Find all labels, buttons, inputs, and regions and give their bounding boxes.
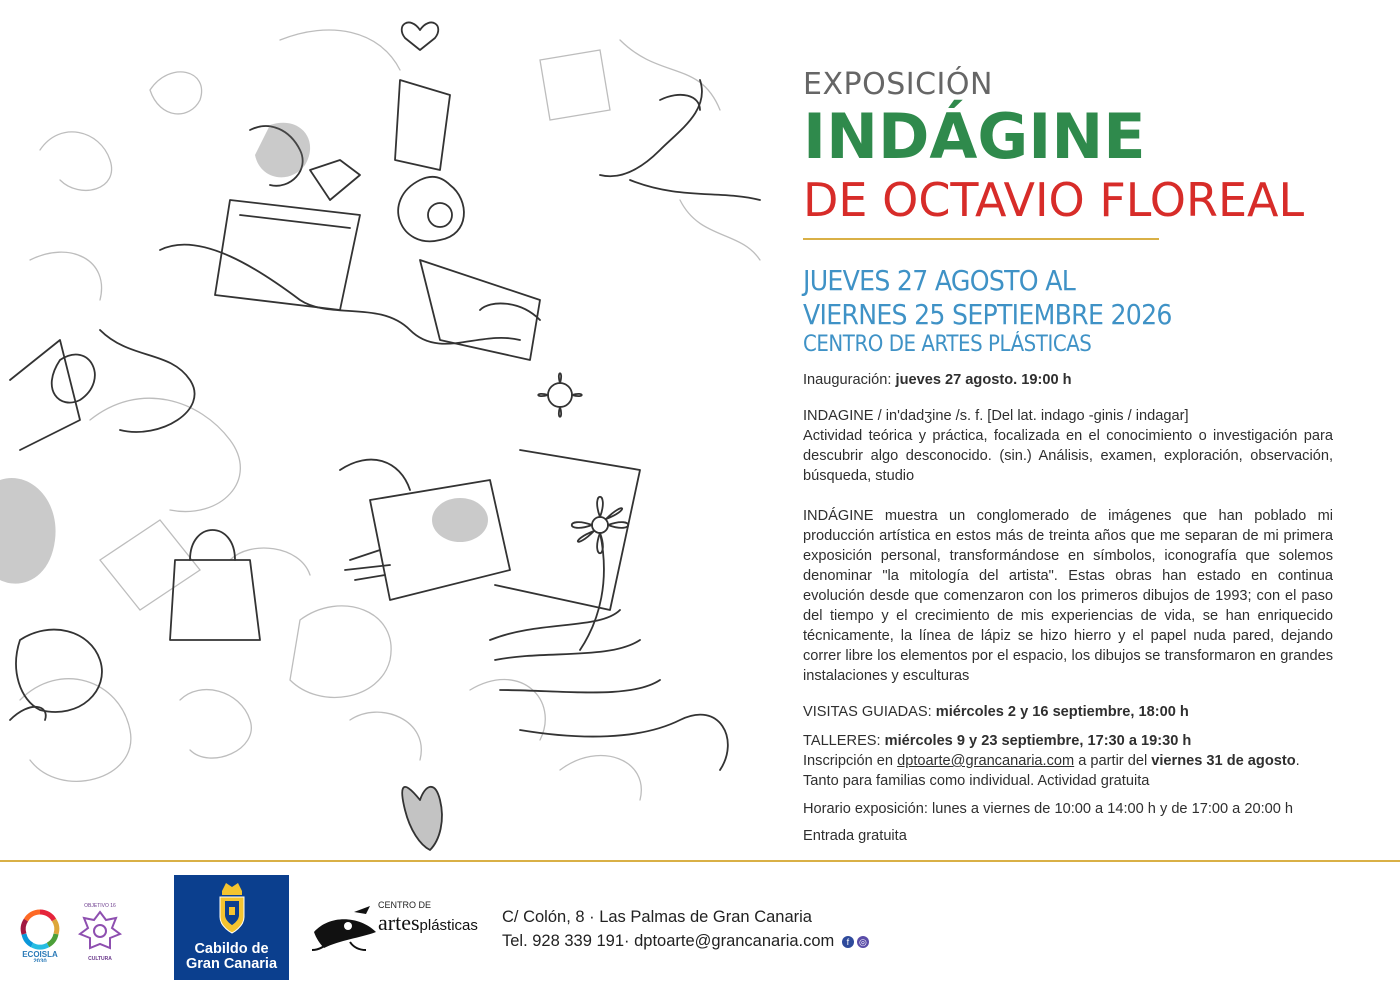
phone-email: Tel. 928 339 191· dptoarte@grancanaria.com	[502, 932, 835, 950]
inauguration-label: Inauguración:	[803, 372, 892, 388]
exhibition-kicker: EXPOSICIÓN	[803, 67, 993, 102]
guided-visits-value: miércoles 2 y 16 septiembre, 18:00 h	[935, 704, 1189, 720]
centro-artes-word: artes	[378, 910, 420, 935]
artist-name: DE OCTAVIO FLOREAL	[803, 173, 1305, 227]
coat-of-arms-icon	[216, 881, 248, 937]
signup-prefix: Inscripción en	[803, 753, 894, 769]
workshops-note: Tanto para familias como individual. Actividad gratuita	[803, 773, 1150, 789]
guided-visits-line	[803, 702, 1333, 722]
date-start: JUEVES 27 AGOSTO AL	[803, 264, 1076, 297]
ecoisla-logo	[14, 906, 66, 962]
culture-label: CULTURA	[88, 956, 112, 962]
workshops-block	[803, 731, 1333, 791]
workshops-value: miércoles 9 y 23 septiembre, 17:30 a 19:30 h	[884, 733, 1192, 749]
signup-mid: a partir del	[1078, 753, 1148, 769]
entry-info: Entrada gratuita	[803, 828, 907, 844]
venue-name: CENTRO DE ARTES PLÁSTICAS	[803, 332, 1092, 357]
address-line: C/ Colón, 8 · Las Palmas de Gran Canaria	[502, 908, 812, 926]
description-paragraph: INDÁGINE muestra un conglomerado de imágenes que han poblado mi producción artística en estos más de treinta años que me separan de mi primera exposición personal, transformándose en símbolos, iconografía que solemos denominar "la mitología del artista". Estas obras han estado en continua evolución desde que comenzaron con los primeros dibujos de 1993; con el paso del tiempo y el crecimiento de mis experiencias de vida, se han enriquecido técnicamente, la línea de lápiz se hizo hierro y el papel nuda pared, dejando correr libre los elementos por el espacio, los dibujos se transformaron en grandes instalaciones y esculturas	[803, 508, 1333, 684]
signup-email-link[interactable]: dptoarte@grancanaria.com	[897, 753, 1075, 769]
centro-artes-logo	[310, 900, 478, 956]
centro-name	[378, 910, 478, 936]
definition-heading: INDAGINE / in'dadʒine /s. f. [Del lat. indago -ginis / indagar]	[803, 408, 1189, 424]
definition-block	[803, 406, 1333, 486]
facebook-icon[interactable]: f	[842, 936, 854, 948]
date-range	[803, 264, 1280, 332]
artwork-illustration	[0, 0, 770, 858]
opening-hours: Horario exposición: lunes a viernes de 10:00 a 14:00 h y de 17:00 a 20:00 h	[803, 801, 1294, 817]
ecoisla-label: ECOISLA	[22, 950, 58, 959]
exhibition-info	[803, 68, 1333, 846]
signup-date: viernes 31 de agosto	[1151, 753, 1296, 769]
exhibition-title: INDÁGINE	[803, 100, 1146, 173]
definition-text: Actividad teórica y práctica, focalizada en el conocimiento o investigación para descubrir algo desconocido. (sin.) Análisis, examen, exploración, observación, búsqueda, studio	[803, 428, 1333, 484]
centro-small-label: CENTRO DE	[378, 900, 432, 910]
workshops-line	[803, 731, 1333, 751]
workshops-signup	[803, 751, 1333, 771]
objective-label: OBJETIVO 16	[84, 903, 116, 909]
contact-line	[502, 929, 869, 953]
contact-address	[502, 905, 869, 953]
ecoisla-year: 2030	[33, 959, 47, 962]
cabildo-name	[174, 942, 289, 972]
signup-end: .	[1295, 753, 1300, 769]
guided-visits-label: VISITAS GUIADAS:	[803, 704, 932, 720]
insect-emblem-icon	[310, 904, 382, 954]
cabildo-logo	[174, 875, 289, 980]
footer	[0, 862, 1400, 990]
instagram-icon[interactable]: ◎	[857, 936, 869, 948]
date-end: VIERNES 25 SEPTIEMBRE 2026	[803, 298, 1172, 331]
cabildo-line1: Cabildo de	[194, 941, 269, 957]
cabildo-line2: Gran Canaria	[185, 956, 278, 972]
title-divider	[803, 238, 1159, 240]
workshops-label: TALLERES:	[803, 733, 881, 749]
inauguration-value: jueves 27 agosto. 19:00 h	[895, 372, 1072, 388]
culture-objective-logo	[76, 900, 124, 964]
centro-plasticas-word: plásticas	[419, 917, 478, 934]
inauguration-line	[803, 370, 1333, 390]
